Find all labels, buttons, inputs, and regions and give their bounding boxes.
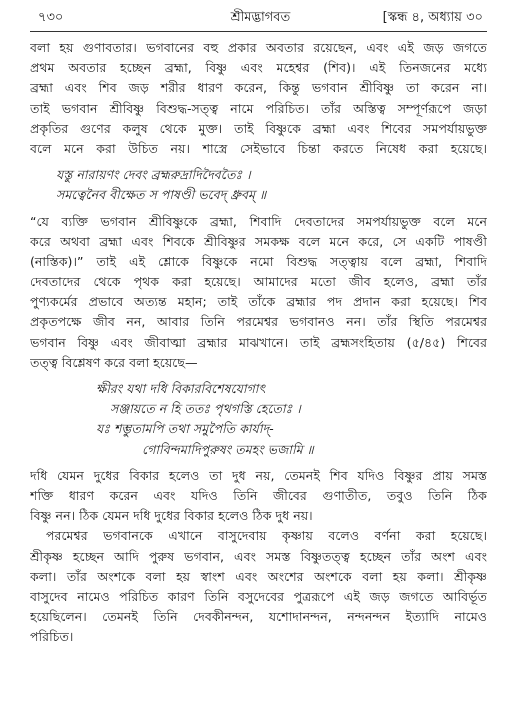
text-line: (নাস্তিক)।” তাই এই শ্লোকে বিষ্ণুকে নমো বিশুদ্ধ সত্ত্বায় বলে ব্রহ্মা, শিবাদি	[30, 253, 487, 269]
sanskrit-verse-2	[30, 379, 487, 460]
paragraph-3	[30, 466, 487, 527]
text-line: “যে ব্যক্তি ভগবান শ্রীবিষ্ণুকে ব্রহ্মা, শিবাদি দেবতাদের সমপর্যায়ভুক্ত বলে মনে	[30, 213, 487, 229]
text-line: পুণ্যকর্মের প্রভাবে অত্যন্ত মহান; তাই তাঁকে ব্রহ্মার পদ প্রদান করা হয়েছে। শিব	[30, 294, 487, 310]
page-number: ৭৩০	[38, 10, 64, 25]
sanskrit-verse-1	[30, 165, 487, 205]
text-line: বাসুদেব নামেও পরিচিত কারণ তিনি বসুদেবের পুত্ররূপে এই জড় জগতে আবির্ভূত	[30, 588, 487, 604]
book-title: শ্রীমদ্ভাগবত	[230, 10, 291, 25]
text-line: পরিচিত।	[30, 629, 74, 645]
text-line: তাই ভগবান শ্রীবিষ্ণু বিশুদ্ধ-সত্ত্ব নামে পরিচিত। তাঁর অস্তিত্ব সম্পূর্ণরূপে জড়া	[30, 100, 487, 116]
text-line: প্রকৃতির গুণের কলুষ থেকে মুক্ত। তাই বিষ্ণুকে ব্রহ্মা এবং শিবের সমপর্যায়ভুক্ত	[30, 120, 487, 136]
text-line: দধি যেমন দুধের বিকার হলেও তা দুধ নয়, তেমনই শিব যদিও বিষ্ণুর প্রায় সমস্ত	[30, 467, 487, 483]
paragraph-4	[30, 526, 487, 647]
text-line: ভগবান বিষ্ণু এবং জীবাত্মা ব্রহ্মার মাঝখানে। তাই ব্রহ্মসংহিতায় (৫/৪৫) শিবের	[30, 334, 487, 350]
verse-line: যঃ শম্ভুতামপি তথা সমুপৈতি কার্যাদ্-	[96, 421, 274, 437]
text-line: দেবতাদের থেকে পৃথক করা হয়েছে। আমাদের মতো জীব হলেও, ব্রহ্মা তাঁর	[30, 274, 487, 290]
text-line: হয়েছিলেন। তেমনই তিনি দেবকীনন্দন, যশোদানন্দন, নন্দনন্দন ইত্যাদি নামেও	[30, 609, 487, 625]
text-line: শক্তি ধারণ করেন এবং যদিও তিনি জীবের গুণাতীত, তবুও তিনি ঠিক	[30, 487, 487, 503]
text-line: বলা হয় গুণাবতার। ভগবানের বহু প্রকার অবতার রয়েছেন, এবং এই জড় জগতে	[30, 40, 487, 55]
text-line: বলে মনে করা উচিত নয়। শাস্ত্রে সেইভাবে চিন্তা করতে নিষেধ করা হয়েছে।	[30, 140, 487, 156]
verse-line: সঞ্জায়তে ন হি ততঃ পৃথগস্তি হেতোঃ ।	[110, 401, 301, 417]
text-line: প্রথম অবতার হচ্ছেন ব্রহ্মা, বিষ্ণু এবং মহেশ্বর (শিব)। এই তিনজনের মধ্যে	[30, 60, 487, 76]
paragraph-1	[30, 38, 487, 159]
section-reference: [স্কন্ধ ৪, অধ্যায় ৩০	[382, 10, 483, 25]
verse-line: ক্ষীরং যথা দধি বিকারবিশেষযোগাৎ	[96, 381, 266, 396]
text-line: করে অথবা ব্রহ্মা এবং শিবকে শ্রীবিষ্ণুর সমকক্ষ বলে মনে করে, সে একটি পাষণ্ডী	[30, 233, 487, 249]
verse-line: যস্তু নারায়ণং দেবং ব্রহ্মরুদ্রাদিদৈবতৈঃ ।	[56, 167, 251, 183]
page-body	[30, 38, 487, 647]
text-line: বিষ্ণু নন। ঠিক যেমন দধি দুধের বিকার হলেও ঠিক দুধ নয়।	[30, 508, 313, 524]
text-line: কলা। তাঁর অংশকে বলা হয় স্বাংশ এবং অংশের অংশকে বলা হয় কলা। শ্রীকৃষ্ণ	[30, 568, 487, 584]
text-line: ব্রহ্মা এবং শিব জড় শরীর ধারণ করেন, কিন্তু ভগবান শ্রীবিষ্ণু তা করেন না।	[30, 80, 487, 96]
paragraph-2	[30, 212, 487, 374]
text-line: প্রকৃতপক্ষে জীব নন, আবার তিনি পরমেশ্বর ভগবানও নন। তাঁর স্থিতি পরমেশ্বর	[30, 314, 487, 330]
text-line: তত্ত্ব বিশ্লেষণ করে বলা হয়েছে—	[30, 354, 198, 370]
verse-line: সমত্বেনৈব বীক্ষেত স পাষণ্ডী ভবেদ্ ধ্রুবম্ ॥	[56, 187, 267, 203]
text-line: পরমেশ্বর ভগবানকে এখানে বাসুদেবায় কৃষ্ণায় বলেও বর্ণনা করা হয়েছে।	[46, 528, 487, 544]
text-line: শ্রীকৃষ্ণ হচ্ছেন আদি পুরুষ ভগবান, এবং সমস্ত বিষ্ণুতত্ত্ব হচ্ছেন তাঁর অংশ এবং	[30, 548, 487, 564]
verse-line: গোবিন্দমাদিপুরুষং তমহং ভজামি ॥	[142, 441, 314, 457]
running-header	[38, 6, 483, 30]
header-rule	[30, 31, 487, 32]
